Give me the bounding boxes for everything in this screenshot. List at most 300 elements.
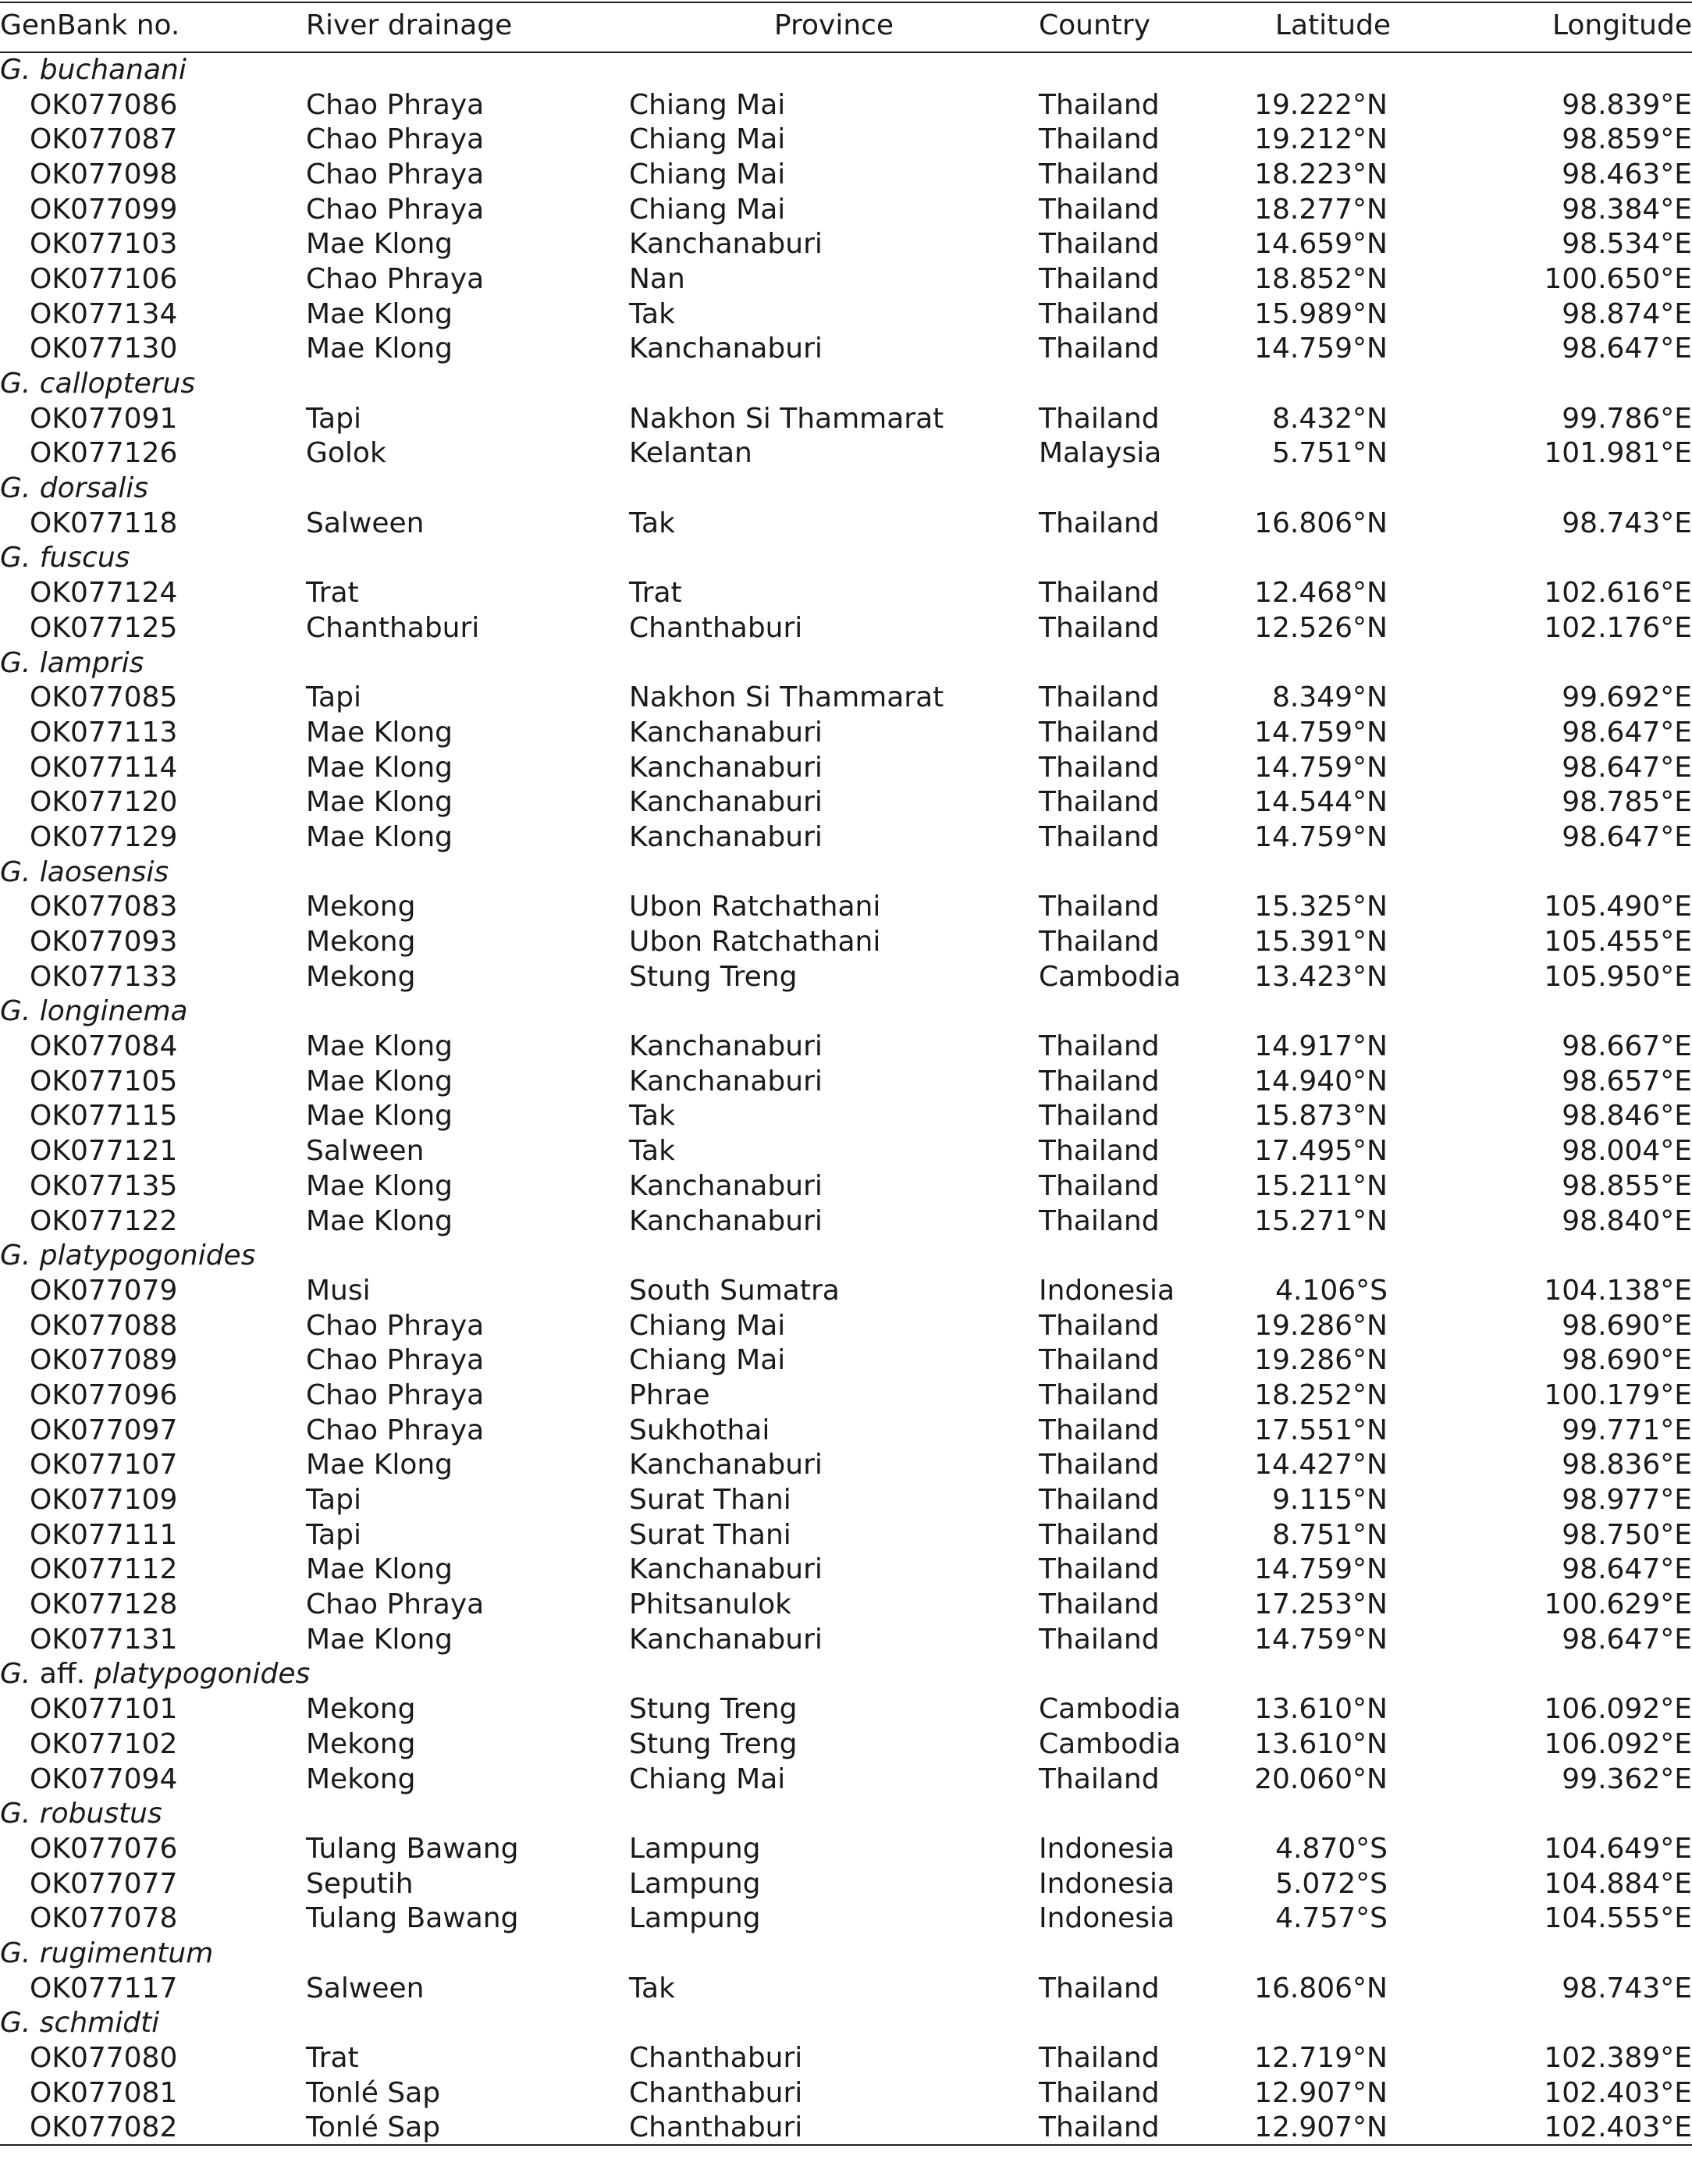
table-header — [0, 2, 1692, 52]
country-cell: Thailand — [1039, 297, 1160, 330]
genbank-cell: OK077133 — [30, 960, 178, 993]
longitude-cell: 98.836°E — [1562, 1449, 1692, 1481]
latitude-cell: 15.989°N — [1254, 297, 1388, 330]
river-cell: Mae Klong — [306, 1553, 453, 1586]
species-row — [0, 1936, 1692, 1971]
species-row — [0, 1238, 1692, 1273]
table-row — [0, 436, 1692, 471]
header-country: Country — [1039, 2, 1243, 52]
country-cell: Thailand — [1039, 2042, 1160, 2075]
latitude-cell: 14.940°N — [1254, 1065, 1388, 1097]
genbank-cell: OK077085 — [30, 681, 178, 714]
table-row — [0, 924, 1692, 959]
latitude-cell: 14.759°N — [1254, 751, 1388, 784]
table-row — [0, 157, 1692, 192]
country-cell: Thailand — [1039, 926, 1160, 959]
longitude-cell: 98.647°E — [1562, 751, 1692, 784]
river-cell: Mekong — [306, 891, 416, 923]
longitude-cell: 102.176°E — [1544, 611, 1692, 644]
country-cell: Thailand — [1039, 228, 1160, 261]
genbank-cell: OK077077 — [30, 1867, 178, 1900]
header-latitude: Latitude — [1243, 2, 1423, 52]
province-cell: Kanchanaburi — [629, 1553, 823, 1586]
genbank-cell: OK077114 — [30, 751, 178, 784]
country-cell: Thailand — [1039, 577, 1160, 610]
table-row — [0, 1064, 1692, 1099]
table-row — [0, 1343, 1692, 1378]
longitude-cell: 98.855°E — [1562, 1169, 1692, 1202]
river-cell: Tapi — [306, 681, 361, 714]
table-row — [0, 1168, 1692, 1204]
table-row — [0, 575, 1692, 610]
latitude-cell: 13.610°N — [1254, 1727, 1388, 1760]
province-cell: Chiang Mai — [629, 1309, 786, 1342]
country-cell: Thailand — [1039, 1100, 1160, 1133]
province-cell: Kanchanaburi — [629, 820, 823, 853]
genbank-cell: OK077125 — [30, 611, 178, 644]
country-cell: Thailand — [1039, 402, 1160, 435]
longitude-cell: 104.555°E — [1544, 1902, 1692, 1935]
river-cell: Salween — [306, 507, 425, 539]
province-cell: Kanchanaburi — [629, 228, 823, 261]
river-cell: Tulang Bawang — [306, 1832, 519, 1865]
river-cell: Chao Phraya — [306, 1309, 485, 1342]
river-cell: Salween — [306, 1135, 425, 1168]
genbank-cell: OK077076 — [30, 1832, 178, 1865]
genbank-cell: OK077111 — [30, 1518, 178, 1551]
table-row — [0, 2111, 1692, 2146]
latitude-cell: 14.659°N — [1254, 228, 1388, 261]
species-row — [0, 994, 1692, 1030]
country-cell: Thailand — [1039, 1972, 1160, 2004]
latitude-cell: 12.907°N — [1243, 2111, 1423, 2146]
latitude-cell: 12.719°N — [1254, 2042, 1388, 2075]
river-cell: Trat — [306, 577, 359, 610]
table-row — [0, 192, 1692, 227]
country-cell: Thailand — [1039, 1553, 1160, 1586]
country-cell: Thailand — [1039, 611, 1160, 644]
species-row — [0, 855, 1692, 890]
province-cell: Kelantan — [629, 437, 752, 470]
river-cell: Chao Phraya — [306, 193, 485, 226]
genbank-cell: OK077082 — [0, 2111, 306, 2146]
table-row — [0, 1029, 1692, 1064]
longitude-cell: 105.490°E — [1544, 891, 1692, 923]
latitude-cell: 20.060°N — [1254, 1762, 1388, 1795]
latitude-cell: 13.423°N — [1254, 960, 1388, 993]
latitude-cell: 8.432°N — [1272, 402, 1388, 435]
longitude-cell: 102.403°E — [1423, 2111, 1692, 2146]
province-cell: Chiang Mai — [629, 88, 786, 121]
longitude-cell: 98.667°E — [1562, 1030, 1692, 1063]
province-cell: Chiang Mai — [629, 123, 786, 156]
river-cell: Mae Klong — [306, 1100, 453, 1133]
longitude-cell: 98.840°E — [1562, 1204, 1692, 1237]
river-cell: Mae Klong — [306, 786, 453, 819]
table-row — [0, 610, 1692, 646]
genbank-cell: OK077112 — [30, 1553, 178, 1586]
species-row — [0, 1796, 1692, 1831]
latitude-cell: 16.806°N — [1254, 507, 1388, 539]
genbank-cell: OK077103 — [30, 228, 178, 261]
country-cell: Thailand — [1039, 1762, 1160, 1795]
longitude-cell: 99.786°E — [1562, 402, 1692, 435]
country-cell: Thailand — [1039, 1135, 1160, 1168]
country-cell: Thailand — [1039, 333, 1160, 365]
country-cell: Thailand — [1039, 1309, 1160, 1342]
genbank-cell: OK077115 — [30, 1100, 178, 1133]
genbank-cell: OK077093 — [30, 926, 178, 959]
species-genus: G. — [0, 1658, 31, 1691]
genbank-cell: OK077078 — [30, 1902, 178, 1935]
latitude-cell: 14.917°N — [1254, 1030, 1388, 1063]
genbank-cell: OK077109 — [30, 1484, 178, 1517]
river-cell: Mekong — [306, 1693, 416, 1726]
country-cell: Thailand — [1039, 1169, 1160, 1202]
longitude-cell: 106.092°E — [1544, 1727, 1692, 1760]
longitude-cell: 98.647°E — [1562, 716, 1692, 749]
country-cell: Thailand — [1039, 1065, 1160, 1097]
latitude-cell: 14.759°N — [1254, 1623, 1388, 1656]
genbank-cell: OK077094 — [30, 1762, 178, 1795]
province-cell: Surat Thani — [629, 1518, 791, 1551]
table-row — [0, 959, 1692, 994]
table-row — [0, 1691, 1692, 1727]
species-name: G. longinema — [0, 995, 188, 1028]
latitude-cell: 12.468°N — [1254, 577, 1388, 610]
genbank-cell: OK077129 — [30, 820, 178, 853]
latitude-cell: 19.286°N — [1254, 1344, 1388, 1377]
country-cell: Thailand — [1039, 88, 1160, 121]
species-name: G. robustus — [0, 1798, 162, 1830]
latitude-cell: 19.222°N — [1254, 88, 1388, 121]
river-cell: Mae Klong — [306, 297, 453, 330]
genbank-cell: OK077089 — [30, 1344, 178, 1377]
province-cell: Stung Treng — [629, 1727, 798, 1760]
longitude-cell: 100.179°E — [1544, 1378, 1692, 1411]
species-name: G. rugimentum — [0, 1937, 214, 1969]
river-cell: Chao Phraya — [306, 1378, 485, 1411]
table-row — [0, 750, 1692, 785]
province-cell: Tak — [629, 1135, 675, 1168]
table-row — [0, 1133, 1692, 1168]
province-cell: South Sumatra — [629, 1274, 840, 1307]
country-cell: Thailand — [1039, 1414, 1160, 1446]
province-cell: Phrae — [629, 1378, 710, 1411]
species-aff-marker: aff. — [39, 1658, 86, 1691]
table-row — [0, 1762, 1692, 1797]
province-cell: Tak — [629, 507, 675, 539]
province-cell: Kanchanaburi — [629, 1065, 823, 1097]
genbank-cell: OK077099 — [30, 193, 178, 226]
table-row — [0, 1831, 1692, 1866]
province-cell: Kanchanaburi — [629, 786, 823, 819]
table-row — [0, 1587, 1692, 1622]
longitude-cell: 100.629°E — [1544, 1588, 1692, 1621]
province-cell: Stung Treng — [629, 960, 798, 993]
table-row — [0, 87, 1692, 123]
province-cell: Tak — [629, 297, 675, 330]
latitude-cell: 8.349°N — [1272, 681, 1388, 714]
river-cell: Mekong — [306, 926, 416, 959]
province-cell: Nakhon Si Thammarat — [629, 681, 944, 714]
specimen-table — [0, 2, 1692, 2146]
longitude-cell: 100.650°E — [1544, 262, 1692, 295]
latitude-cell: 15.271°N — [1254, 1204, 1388, 1237]
species-name: G. schmidti — [0, 2007, 160, 2040]
species-name: G. fuscus — [0, 542, 130, 574]
longitude-cell: 98.463°E — [1562, 158, 1692, 190]
river-cell: Musi — [306, 1274, 371, 1307]
country-cell: Thailand — [1039, 1030, 1160, 1063]
province-cell: Tak — [629, 1972, 675, 2004]
province-cell: Nakhon Si Thammarat — [629, 402, 944, 435]
latitude-cell: 16.806°N — [1254, 1972, 1388, 2004]
longitude-cell: 106.092°E — [1544, 1693, 1692, 1726]
country-cell: Indonesia — [1039, 1274, 1175, 1307]
province-cell: Surat Thani — [629, 1484, 791, 1517]
latitude-cell: 9.115°N — [1272, 1484, 1388, 1517]
table-row — [0, 1273, 1692, 1308]
longitude-cell: 105.455°E — [1544, 926, 1692, 959]
table-row — [0, 332, 1692, 367]
species-name — [0, 1657, 1692, 1692]
province-cell: Kanchanaburi — [629, 1169, 823, 1202]
country-cell: Malaysia — [1039, 437, 1162, 470]
longitude-cell: 99.692°E — [1562, 681, 1692, 714]
genbank-cell: OK077113 — [30, 716, 178, 749]
table-row — [0, 784, 1692, 820]
country-cell: Thailand — [1039, 2111, 1243, 2146]
river-cell: Tapi — [306, 1518, 361, 1551]
longitude-cell: 98.004°E — [1562, 1135, 1692, 1168]
country-cell: Thailand — [1039, 1588, 1160, 1621]
river-cell: Mae Klong — [306, 716, 453, 749]
province-cell: Phitsanulok — [629, 1588, 791, 1621]
country-cell: Indonesia — [1039, 1832, 1175, 1865]
province-cell: Sukhothai — [629, 1414, 770, 1446]
province-cell: Ubon Ratchathani — [629, 891, 881, 923]
latitude-cell: 14.544°N — [1254, 786, 1388, 819]
species-row — [0, 646, 1692, 681]
longitude-cell: 104.884°E — [1544, 1867, 1692, 1900]
province-cell: Nan — [629, 262, 685, 295]
province-cell: Chiang Mai — [629, 158, 786, 190]
genbank-cell: OK077126 — [30, 437, 178, 470]
table-row — [0, 1099, 1692, 1134]
country-cell: Thailand — [1039, 1449, 1160, 1481]
latitude-cell: 12.526°N — [1254, 611, 1388, 644]
latitude-cell: 5.751°N — [1272, 437, 1388, 470]
latitude-cell: 17.253°N — [1254, 1588, 1388, 1621]
river-cell: Mae Klong — [306, 333, 453, 365]
province-cell: Chanthaburi — [629, 2076, 803, 2109]
province-cell: Tak — [629, 1100, 675, 1133]
province-cell: Kanchanaburi — [629, 716, 823, 749]
table-row — [0, 226, 1692, 261]
table-row — [0, 1971, 1692, 2006]
latitude-cell: 15.873°N — [1254, 1100, 1388, 1133]
longitude-cell: 98.657°E — [1562, 1065, 1692, 1097]
latitude-cell: 5.072°S — [1275, 1867, 1388, 1900]
genbank-cell: OK077106 — [30, 262, 178, 295]
river-cell: Mae Klong — [306, 1065, 453, 1097]
country-cell: Thailand — [1039, 123, 1160, 156]
country-cell: Cambodia — [1039, 960, 1182, 993]
table-row — [0, 1517, 1692, 1553]
table-row — [0, 1866, 1692, 1901]
genbank-cell: OK077096 — [30, 1378, 178, 1411]
river-cell: Golok — [306, 437, 386, 470]
river-cell: Chao Phraya — [306, 158, 485, 190]
latitude-cell: 14.759°N — [1254, 333, 1388, 365]
genbank-cell: OK077088 — [30, 1309, 178, 1342]
table-row — [0, 1553, 1692, 1588]
longitude-cell: 98.647°E — [1562, 1623, 1692, 1656]
genbank-cell: OK077122 — [30, 1204, 178, 1237]
country-cell: Thailand — [1039, 681, 1160, 714]
country-cell: Indonesia — [1039, 1867, 1175, 1900]
river-cell: Mae Klong — [306, 820, 453, 853]
latitude-cell: 14.759°N — [1254, 1553, 1388, 1586]
country-cell: Thailand — [1039, 786, 1160, 819]
genbank-cell: OK077121 — [30, 1135, 178, 1168]
longitude-cell: 98.647°E — [1562, 1553, 1692, 1586]
genbank-cell: OK077130 — [30, 333, 178, 365]
country-cell: Thailand — [1039, 262, 1160, 295]
header-province: Province — [629, 2, 1039, 52]
latitude-cell: 4.106°S — [1275, 1274, 1388, 1307]
longitude-cell: 101.981°E — [1544, 437, 1692, 470]
longitude-cell: 98.977°E — [1562, 1484, 1692, 1517]
country-cell: Thailand — [1039, 751, 1160, 784]
table-row — [0, 890, 1692, 925]
header-longitude: Longitude — [1423, 2, 1692, 52]
river-cell: Tonlé Sap — [306, 2076, 441, 2109]
province-cell: Chanthaburi — [629, 611, 803, 644]
header-genbank: GenBank no. — [0, 2, 306, 52]
genbank-cell: OK077117 — [30, 1972, 178, 2004]
river-cell: Chao Phraya — [306, 88, 485, 121]
river-cell: Chao Phraya — [306, 1344, 485, 1377]
latitude-cell: 4.870°S — [1275, 1832, 1388, 1865]
genbank-cell: OK077128 — [30, 1588, 178, 1621]
country-cell: Thailand — [1039, 1623, 1160, 1656]
genbank-cell: OK077124 — [30, 577, 178, 610]
latitude-cell: 4.757°S — [1275, 1902, 1388, 1935]
table-row — [0, 680, 1692, 715]
province-cell: Kanchanaburi — [629, 1030, 823, 1063]
table-row — [0, 297, 1692, 332]
longitude-cell: 98.743°E — [1562, 1972, 1692, 2004]
table-row — [0, 715, 1692, 750]
longitude-cell: 104.138°E — [1544, 1274, 1692, 1307]
species-row — [0, 1657, 1692, 1692]
country-cell: Thailand — [1039, 2076, 1160, 2109]
country-cell: Thailand — [1039, 820, 1160, 853]
province-cell: Chiang Mai — [629, 1762, 786, 1795]
species-name: G. platypogonides — [0, 1240, 256, 1272]
latitude-cell: 14.759°N — [1254, 716, 1388, 749]
longitude-cell: 98.690°E — [1562, 1344, 1692, 1377]
genbank-cell: OK077098 — [30, 158, 178, 190]
genbank-cell: OK077084 — [30, 1030, 178, 1063]
latitude-cell: 8.751°N — [1272, 1518, 1388, 1551]
genbank-cell: OK077091 — [30, 402, 178, 435]
longitude-cell: 98.647°E — [1562, 820, 1692, 853]
province-cell: Stung Treng — [629, 1693, 798, 1726]
header-river-drainage: River drainage — [306, 2, 629, 52]
latitude-cell: 15.391°N — [1254, 926, 1388, 959]
longitude-cell: 98.750°E — [1562, 1518, 1692, 1551]
species-name: G. lampris — [0, 646, 144, 679]
longitude-cell: 99.362°E — [1562, 1762, 1692, 1795]
table-row — [0, 820, 1692, 855]
river-cell: Chanthaburi — [306, 611, 480, 644]
genbank-cell: OK077079 — [30, 1274, 178, 1307]
genbank-cell: OK077135 — [30, 1169, 178, 1202]
table-row — [0, 2040, 1692, 2076]
river-cell: Chao Phraya — [306, 262, 485, 295]
table-row — [0, 1204, 1692, 1239]
latitude-cell: 18.252°N — [1254, 1378, 1388, 1411]
province-cell: Lampung — [629, 1902, 761, 1935]
genbank-cell: OK077120 — [30, 786, 178, 819]
country-cell: Indonesia — [1039, 1902, 1175, 1935]
province-cell: Trat — [629, 577, 682, 610]
genbank-cell: OK077102 — [30, 1727, 178, 1760]
table-row — [0, 1308, 1692, 1343]
river-cell: Seputih — [306, 1867, 414, 1900]
river-cell: Mekong — [306, 1727, 416, 1760]
genbank-cell: OK077134 — [30, 297, 178, 330]
river-cell: Tapi — [306, 1484, 361, 1517]
river-cell: Tulang Bawang — [306, 1902, 519, 1935]
genbank-cell: OK077087 — [30, 123, 178, 156]
country-cell: Thailand — [1039, 716, 1160, 749]
species-row — [0, 541, 1692, 576]
genbank-cell: OK077105 — [30, 1065, 178, 1097]
river-cell: Mae Klong — [306, 228, 453, 261]
table-row — [0, 1482, 1692, 1517]
province-cell: Lampung — [629, 1832, 761, 1865]
latitude-cell: 18.277°N — [1254, 193, 1388, 226]
longitude-cell: 98.690°E — [1562, 1309, 1692, 1342]
longitude-cell: 98.846°E — [1562, 1100, 1692, 1133]
latitude-cell: 17.495°N — [1254, 1135, 1388, 1168]
province-cell: Kanchanaburi — [629, 1623, 823, 1656]
table-row — [0, 1727, 1692, 1762]
latitude-cell: 18.852°N — [1254, 262, 1388, 295]
header-row — [0, 2, 1692, 52]
river-cell: Trat — [306, 2042, 359, 2075]
country-cell: Thailand — [1039, 1484, 1160, 1517]
country-cell: Cambodia — [1039, 1693, 1182, 1726]
province-cell: Ubon Ratchathani — [629, 926, 881, 959]
latitude-cell: 15.325°N — [1254, 891, 1388, 923]
genbank-cell: OK077097 — [30, 1414, 178, 1446]
country-cell: Thailand — [1039, 1378, 1160, 1411]
country-cell: Thailand — [1039, 507, 1160, 539]
longitude-cell: 98.534°E — [1562, 228, 1692, 261]
longitude-cell: 102.616°E — [1544, 577, 1692, 610]
genbank-cell: OK077101 — [30, 1693, 178, 1726]
river-cell: Chao Phraya — [306, 123, 485, 156]
province-cell: Chiang Mai — [629, 1344, 786, 1377]
species-row — [0, 471, 1692, 506]
species-name: G. callopterus — [0, 368, 196, 400]
longitude-cell: 98.785°E — [1562, 786, 1692, 819]
